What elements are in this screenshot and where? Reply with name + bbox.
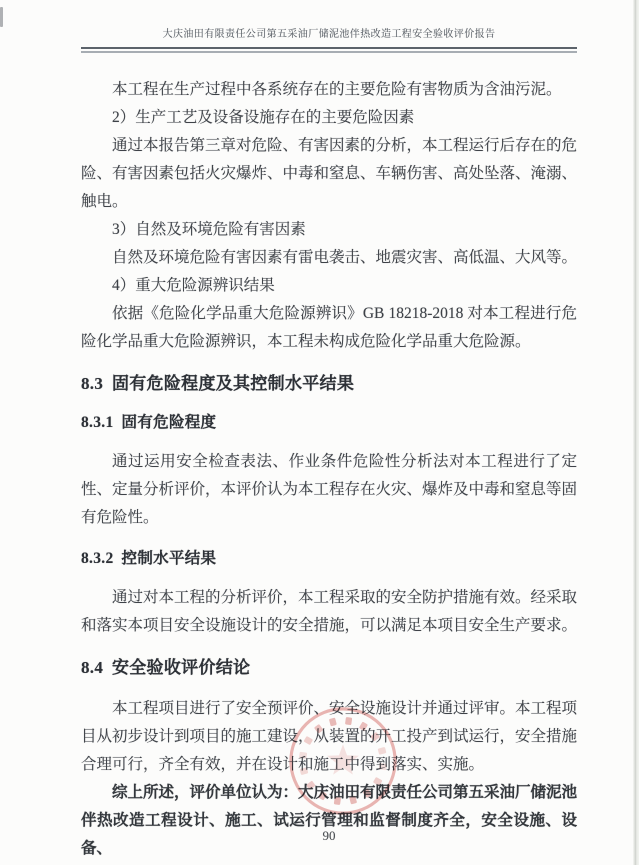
running-header-title: 大庆油田有限责任公司第五采油厂储泥池伴热改造工程安全验收评价报告 [162, 29, 496, 40]
seal-glyph-mark [359, 721, 368, 731]
seal-glyph-mark [300, 767, 309, 775]
page-number: 90 [322, 828, 336, 843]
paragraph: 综上所述，评价单位认为：大庆油田有限责任公司第五采油厂储泥池伴热改造工程设计、施工、试运行管理和监督制度齐全，安全设施、设备、 [81, 784, 578, 857]
seal-glyph-mark [314, 724, 324, 734]
header-double-rule [81, 47, 577, 53]
official-red-seal [284, 702, 402, 820]
paragraph: 自然及环境危险有害因素有雷电袭击、地震灾害、高低温、大风等。 [112, 249, 578, 266]
seal-glyph-mark [306, 781, 316, 791]
seal-glyph-mark [318, 791, 327, 801]
paragraph: 依据《危险化学品重大危险源辨识》GB 18218-2018 对本工程进行危险化学品重大危险源辨识，本工程未构成危险化学品重大危险源。 [81, 305, 577, 350]
paragraph: 通过运用安全检查表法、作业条件危险性分析法对本工程进行了定性、定量分析评价，本评价认为本工程存在火灾、爆炸及中毒和窒息等固有危险性。 [81, 453, 578, 526]
seal-glyph-mark [379, 763, 387, 770]
section-heading: 8.3.1 固有危险程度 [81, 414, 217, 431]
seal-glyph-mark [334, 797, 341, 805]
seal-glyph-mark [345, 717, 352, 725]
paragraph: 通过本报告第三章对危险、有害因素的分析，本工程运行后存在的危险、有害因素包括火灾爆炸、中毒和窒息、车辆伤害、高处坠落、淹溺、触电。 [81, 137, 578, 210]
seal-glyph-mark [378, 747, 387, 755]
paragraph: 通过对本工程的分析评价，本工程采取的安全防护措施有效。经采取和落实本项目安全设施设计的安全措施，可以满足本项目安全生产要求。 [81, 589, 578, 634]
seal-glyph-mark [370, 732, 380, 742]
paragraph: 3）自然及环境危险有害因素 [112, 221, 306, 238]
seal-glyph-mark [373, 777, 383, 786]
seal-glyph-mark [349, 796, 357, 805]
seal-glyph-mark [363, 788, 373, 798]
paragraph: 4）重大危险源辨识结果 [112, 277, 275, 294]
paragraph: 本工程在生产过程中各系统存在的主要危险有害物质为含油污泥。 [112, 81, 562, 98]
seal-glyph-mark [329, 718, 337, 727]
section-heading: 8.3.2 控制水平结果 [81, 550, 217, 567]
seal-star-icon [327, 744, 359, 774]
scan-artifact-left-edge [0, 7, 3, 27]
scan-edge-right [633, 0, 639, 865]
paragraph: 2）生产工艺及设备设施存在的主要危险因素 [112, 109, 415, 126]
paragraph: 本工程项目进行了安全预评价、安全设施设计并通过评审。本工程项目从初步设计到项目的施工建设，从装置的开工投产到试运行，安全措施合理可行，齐全有效，并在设计和施工中得到落实、实施。 [81, 700, 578, 773]
seal-glyph-mark [303, 736, 313, 745]
section-heading: 8.3 固有危险程度及其控制水平结果 [81, 374, 355, 393]
seal-glyph-mark [299, 752, 307, 759]
section-heading: 8.4 安全验收评价结论 [81, 658, 251, 677]
